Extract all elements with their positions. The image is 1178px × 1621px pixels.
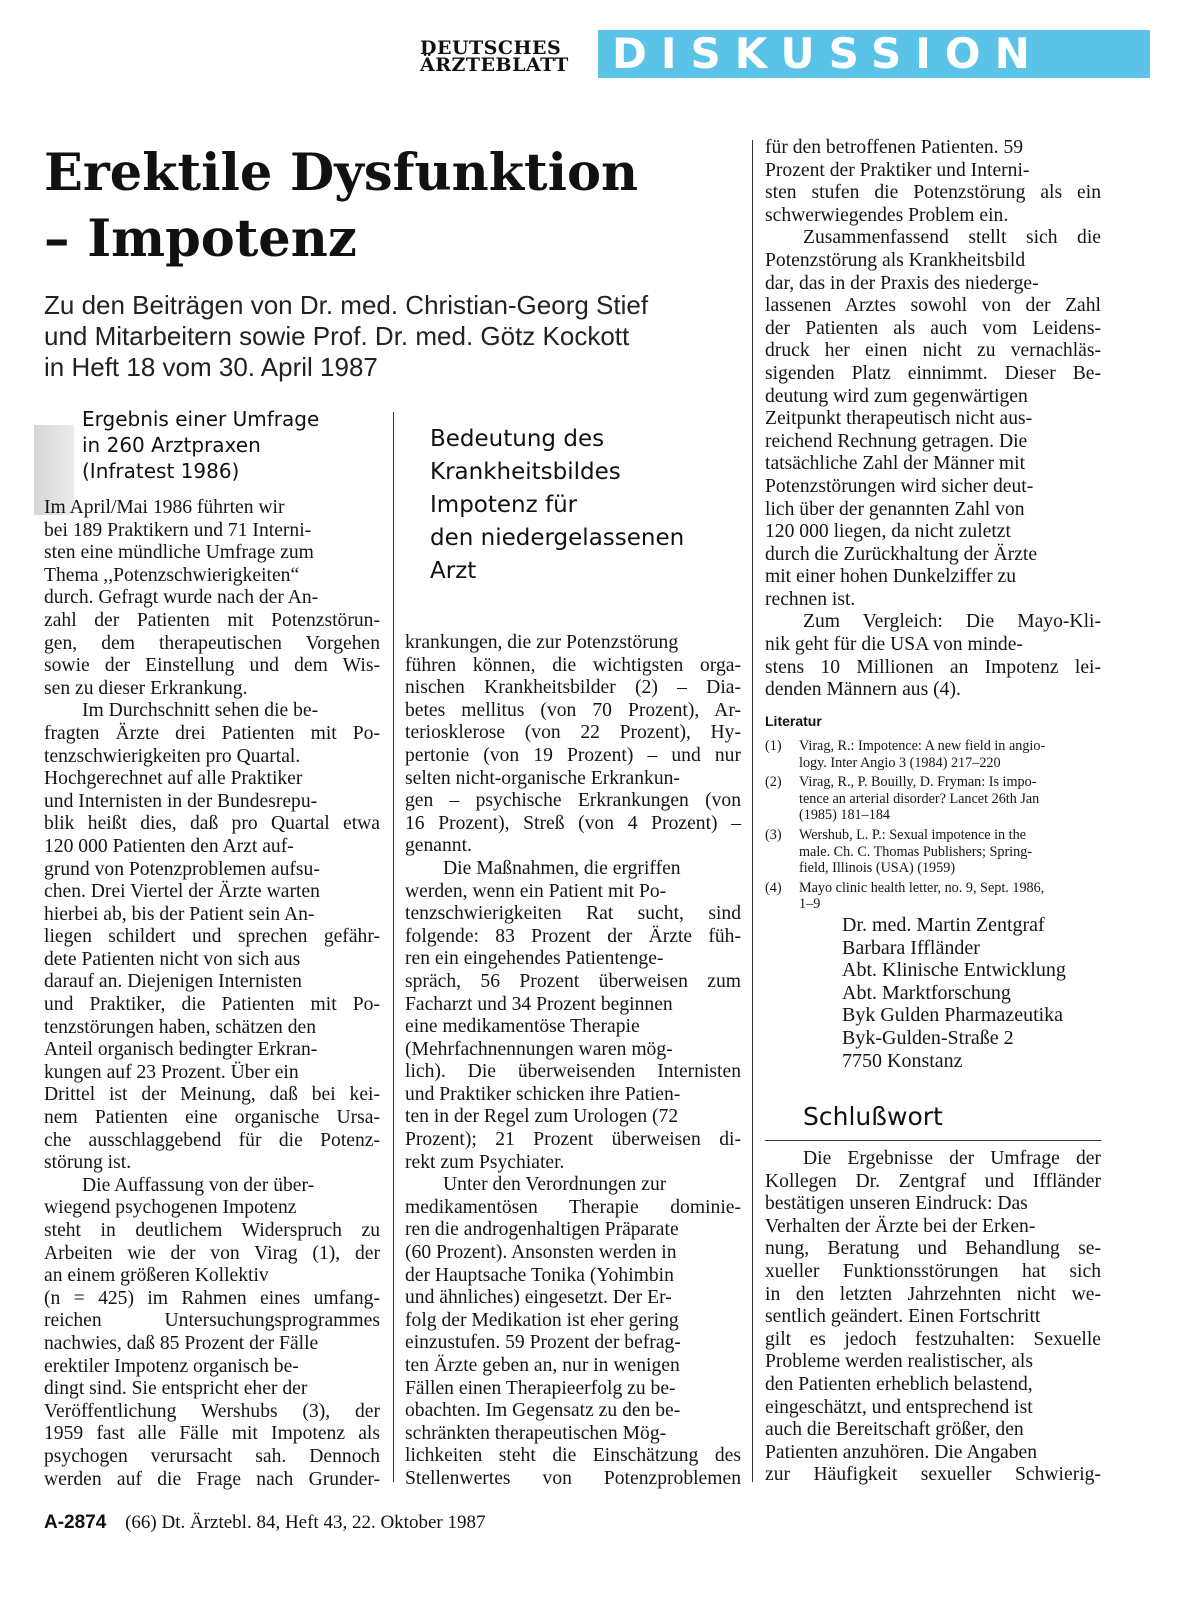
text-line: Patienten anzuhören. Die Angaben (765, 1441, 1038, 1463)
literature-line: male. Ch. C. Thomas Publishers; Spring- (799, 843, 1033, 860)
text-line: einzustufen. 59 Prozent der befrag- (405, 1332, 681, 1354)
literature-line: Virag, R., P. Bouilly, D. Fryman: Is impo- (799, 774, 1037, 791)
text-line: druck her einen nicht zu vernachläs- (765, 340, 1101, 362)
text-line: deutung wird zum gegenwärtigen (765, 385, 1028, 407)
text-line: eingeschätzt, und entsprechend ist (765, 1396, 1033, 1418)
heading-line: in 260 Arztpraxen (82, 433, 261, 457)
text-line: werden, wenn ein Patient mit Po- (405, 880, 667, 902)
schlusswort-heading: Schlußwort (803, 1102, 943, 1131)
text-line: dete Patienten nicht von sich aus (44, 948, 301, 970)
text-line: krankungen, die zur Potenzstörung (405, 632, 679, 653)
text-line: stens 10 Millionen an Impotenz lei- (765, 656, 1101, 678)
text-line: hierbei ab, bis der Patient sein An- (44, 903, 315, 925)
text-line: blik heißt dies, daß pro Quartal etwa (44, 813, 380, 835)
literature-number: (1) (765, 738, 782, 754)
text-line: Zum Vergleich: Die Mayo-Kli- (803, 611, 1101, 633)
text-line: führen können, die wichtigsten orga- (405, 654, 741, 676)
page-footer (44, 1512, 485, 1534)
text-line: Kollegen Dr. Zentgraf und Iffländer (765, 1170, 1101, 1192)
text-line: gen, dem therapeutischen Vorgehen (44, 632, 380, 654)
text-line: medikamentösen Therapie dominie- (405, 1196, 741, 1218)
text-line: chen. Drei Viertel der Ärzte warten (44, 881, 320, 903)
text-line: selten nicht-organische Erkrankun- (405, 767, 680, 789)
column-divider-right (752, 140, 753, 1482)
literature-line: tence an arterial disorder? Lancet 26th Jan (799, 790, 1040, 807)
text-line: Unter den Verordnungen zur (443, 1174, 667, 1196)
text-line: grund von Potenzproblemen aufsu- (44, 858, 320, 880)
literature-item (765, 774, 1110, 824)
literature-list (765, 738, 1110, 916)
text-line: nik geht für die USA von minde- (765, 634, 1023, 656)
text-line: Anteil organisch bedingter Erkran- (44, 1039, 318, 1061)
text-line: eine medikamentöse Therapie (405, 1016, 640, 1038)
author-line: Barbara Iffländer (842, 936, 980, 959)
literature-number: (4) (765, 879, 782, 896)
text-line: und ähnliches) eingesetzt. Der Er- (405, 1287, 672, 1309)
text-line: der Hauptsache Tonika (Yohimbin (405, 1264, 674, 1286)
text-line: genannt. (405, 835, 472, 857)
column-divider-left (393, 412, 394, 1482)
literature-line: logy. Inter Angio 3 (1984) 217–220 (799, 754, 1001, 771)
text-line: gilt es jedoch festzuhalten: Sexuelle (765, 1328, 1101, 1350)
text-line: nachwies, daß 85 Prozent der Fälle (44, 1332, 319, 1354)
text-line: folgende: 83 Prozent der Ärzte füh- (405, 925, 741, 947)
col1-heading (82, 406, 382, 484)
text-line: zur Häufigkeit sexueller Schwierig- (765, 1464, 1101, 1486)
text-line: obachten. Im Gegensatz zu den be- (405, 1400, 681, 1422)
text-line: spräch, 56 Prozent überweisen zum (405, 970, 741, 992)
subtitle-line: Zu den Beiträgen von Dr. med. Christian-Georg Stief (44, 290, 649, 320)
literature-heading: Literatur (765, 713, 822, 729)
text-line: lassenen Arztes sowohl von der Zahl (765, 295, 1101, 317)
text-line: folg der Medikation ist eher gering (405, 1309, 679, 1331)
text-line: Im Durchschnitt sehen die be- (82, 700, 319, 722)
text-line: kungen auf 23 Prozent. Über ein (44, 1061, 299, 1083)
heading-line: Ergebnis einer Umfrage (82, 407, 320, 431)
journal-logo (420, 37, 590, 76)
page-code: A-2874 (44, 1512, 107, 1533)
text-line: (60 Prozent). Ansonsten werden in (405, 1242, 677, 1264)
text-line: werden auf die Frage nach Grunder- (44, 1468, 380, 1490)
author-line: 7750 Konstanz (842, 1049, 963, 1072)
text-line: 16 Prozent), Streß (von 4 Prozent) – (405, 812, 741, 834)
heading-line: Impotenz für (430, 492, 578, 518)
author-line: Abt. Klinische Entwicklung (842, 959, 1066, 982)
text-line: ten in der Regel zum Urologen (72 (405, 1106, 679, 1128)
text-line: Thema ,,Potenzschwierigkeiten“ (44, 564, 300, 586)
text-line: Arbeiten wie der von Virag (1), der (44, 1242, 380, 1264)
text-line: sentlich geändert. Einen Fortschritt (765, 1306, 1041, 1328)
author-line: Dr. med. Martin Zentgraf (842, 914, 1045, 936)
text-line: che ausschlaggebend für die Potenz- (44, 1129, 380, 1151)
heading-line: Arzt (430, 558, 477, 584)
text-line: ten Ärzte geben an, nur in wenigen (405, 1355, 680, 1376)
article-subtitle (44, 290, 754, 383)
text-line: lichkeiten steht die Einschätzung des (405, 1445, 741, 1467)
title-line-1: Erektile Dysfunktion (44, 143, 639, 203)
literature-item (765, 738, 1110, 771)
text-line: tatsächliche Zahl der Männer mit (765, 453, 1026, 475)
text-line: sowie der Einstellung und dem Wis- (44, 655, 380, 677)
text-line: 1959 fast alle Fälle mit Impotenz als (44, 1423, 380, 1445)
text-line: rekt zum Psychiater. (405, 1151, 565, 1173)
heading-line: (Infratest 1986) (82, 459, 240, 483)
text-line: ren ein eingehendes Patientenge- (405, 948, 664, 970)
schlusswort-body (765, 1148, 1101, 1487)
heading-line: Krankheitsbildes (430, 459, 621, 485)
text-line: störung ist. (44, 1152, 132, 1174)
text-line: dingt sind. Sie entspricht eher der (44, 1378, 308, 1400)
text-line: darauf an. Diejenigen Internisten (44, 971, 302, 993)
schlusswort-rule (765, 1140, 1101, 1141)
text-line: Probleme werden realistischer, als (765, 1351, 1033, 1373)
text-line: erektiler Impotenz organisch be- (44, 1355, 299, 1377)
text-line: Veröffentlichung Wershubs (3), der (44, 1400, 380, 1422)
text-line: bestätigen unseren Eindruck: Das (765, 1193, 1028, 1215)
text-line: Zeitpunkt therapeutisch nicht aus- (765, 408, 1033, 430)
text-line: Zusammenfassend stellt sich die (803, 227, 1101, 249)
text-line: lich über der genannten Zahl von (765, 498, 1025, 520)
author-line: Abt. Marktforschung (842, 981, 1011, 1004)
text-line: tenzschwierigkeiten pro Quartal. (44, 745, 301, 767)
text-line: Verhalten der Ärzte bei der Erken- (765, 1215, 1036, 1237)
text-line: Im April/Mai 1986 führten wir (44, 497, 285, 518)
text-line: Die Ergebnisse der Umfrage der (803, 1148, 1101, 1169)
text-line: teriosklerose (von 22 Prozent), Hy- (405, 722, 741, 744)
text-line: auch die Bereitschaft größer, den (765, 1419, 1024, 1441)
text-line: und Praktiker, die Patienten mit Po- (44, 994, 380, 1016)
text-line: in den letzten Jahrzehnten nicht we- (765, 1283, 1101, 1305)
text-line: Potenzstörungen wird sicher deut- (765, 475, 1034, 497)
text-line: Fällen einen Therapieerfolg zu be- (405, 1377, 676, 1399)
text-line: Drittel ist der Meinung, daß bei kei- (44, 1084, 380, 1106)
text-line: und Internisten in der Bundesrepu- (44, 790, 318, 812)
text-line: durch die Zurückhaltung der Ärzte (765, 543, 1038, 565)
text-line: reichen Untersuchungsprogrammes (44, 1310, 380, 1332)
literature-line: (1985) 181–184 (799, 807, 891, 824)
logo-line-1: DEUTSCHES (420, 37, 562, 59)
text-line: für den betroffenen Patienten. 59 (765, 137, 1024, 158)
text-line: rechnen ist. (765, 588, 856, 610)
literature-line: Virag, R.: Impotence: A new field in angio- (799, 738, 1046, 754)
text-line: sten eine mündliche Umfrage zum (44, 542, 314, 564)
author-block (842, 914, 1132, 1072)
text-line: fragten Ärzte drei Patienten mit Po- (44, 722, 380, 744)
col3-body (765, 137, 1101, 702)
text-line: dar, das in der Praxis des niederge- (765, 272, 1039, 294)
text-line: ren die androgenhaltigen Präparate (405, 1219, 679, 1241)
literature-number: (2) (765, 774, 782, 791)
heading-line: Bedeutung des (430, 426, 605, 452)
subtitle-line: in Heft 18 vom 30. April 1987 (44, 352, 378, 382)
text-line: xueller Funktionsstörungen hat sich (765, 1260, 1101, 1282)
author-line: Byk Gulden Pharmazeutika (842, 1004, 1064, 1027)
subtitle-line: und Mitarbeitern sowie Prof. Dr. med. Götz Kockott (44, 321, 630, 351)
text-line: reichend Rechnung getragen. Die (765, 430, 1028, 452)
text-line: und Praktiker schicken ihre Patien- (405, 1083, 681, 1105)
author-line: Byk-Gulden-Straße 2 (842, 1026, 1014, 1049)
text-line: steht in deutlichem Widerspruch zu (44, 1220, 380, 1241)
title-line-2: – Impotenz (44, 209, 357, 269)
text-line: (Mehrfachnennungen waren mög- (405, 1038, 673, 1060)
text-line: bei 189 Praktikern und 71 Interni- (44, 519, 312, 541)
text-line: psychogen verursacht sah. Dennoch (44, 1445, 380, 1467)
text-line: Die Auffassung von der über- (82, 1174, 315, 1196)
text-line: Stellenwertes von Potenzproblemen (405, 1467, 741, 1489)
text-line: 120 000 Patienten den Arzt auf- (44, 835, 294, 857)
heading-line: den niedergelassenen (430, 525, 685, 551)
text-line: Potenzstörung als Krankheitsbild (765, 249, 1026, 271)
text-line: Facharzt und 34 Prozent beginnen (405, 993, 673, 1015)
text-line: nischen Krankheitsbilder (2) – Dia- (405, 677, 741, 699)
text-line: an einem größeren Kollektiv (44, 1265, 269, 1287)
text-line: schränkten therapeutischen Mög- (405, 1422, 667, 1444)
text-line: gen – psychische Erkrankungen (von (405, 790, 741, 812)
text-line: der Patienten als auch vom Leidens- (765, 317, 1101, 339)
text-line: tenzstörungen haben, schätzen den (44, 1016, 317, 1038)
literature-number: (3) (765, 826, 782, 843)
text-line: (n = 425) im Rahmen eines umfang- (44, 1287, 380, 1309)
text-line: tenzschwierigkeiten Rat sucht, sind (405, 903, 741, 925)
text-line: liegen schildert und sprechen gefähr- (44, 926, 380, 948)
text-line: den Patienten erheblich belastend, (765, 1373, 1033, 1395)
text-line: sen zu dieser Erkrankung. (44, 677, 248, 699)
issue-info: (66) Dt. Ärztebl. 84, Heft 43, 22. Oktober 1987 (125, 1512, 486, 1533)
text-line: Hochgerechnet auf alle Praktiker (44, 768, 303, 790)
col2-heading (430, 423, 750, 588)
text-line: lich). Die überweisenden Internisten (405, 1061, 741, 1083)
literature-item (765, 827, 1110, 877)
literature-line: 1–9 (799, 896, 821, 913)
text-line: betes mellitus (von 70 Prozent), Ar- (405, 699, 741, 721)
text-line: nem Patienten eine organische Ursa- (44, 1107, 380, 1129)
article-title (44, 140, 744, 272)
literature-line: Mayo clinic health letter, no. 9, Sept. 1986, (799, 879, 1045, 896)
text-line: 120 000 liegen, da nicht zuletzt (765, 521, 1011, 543)
text-line: zahl der Patienten mit Potenzstörun- (44, 609, 380, 631)
col2-body (405, 632, 741, 1491)
text-line: sigenden Platz einnimmt. Dieser Be- (765, 362, 1101, 384)
text-line: mit einer hohen Dunkelziffer zu (765, 566, 1016, 588)
text-line: nung, Beratung und Behandlung se- (765, 1238, 1101, 1260)
text-line: Prozent der Praktiker und Interni- (765, 159, 1030, 181)
text-line: Prozent); 21 Prozent überweisen di- (405, 1129, 741, 1151)
text-line: schwerwiegendes Problem ein. (765, 204, 1009, 226)
text-line: sten stufen die Potenzstörung als ein (765, 182, 1101, 204)
text-line: durch. Gefragt wurde nach der An- (44, 587, 319, 609)
text-line: wiegend psychogenen Impotenz (44, 1197, 297, 1219)
text-line: denden Männern aus (4). (765, 679, 961, 701)
logo-line-2: ÄRZTEBLATT (420, 54, 569, 76)
literature-item (765, 880, 1110, 913)
section-label: DISKUSSION (612, 29, 1044, 78)
text-line: pertonie (von 19 Prozent) – und nur (405, 744, 741, 766)
text-line: Die Maßnahmen, die ergriffen (443, 857, 681, 879)
literature-line: Wershub, L. P.: Sexual impotence in the (799, 826, 1026, 843)
col1-body (44, 497, 380, 1491)
literature-line: field, Illinois (USA) (1959) (799, 860, 956, 877)
